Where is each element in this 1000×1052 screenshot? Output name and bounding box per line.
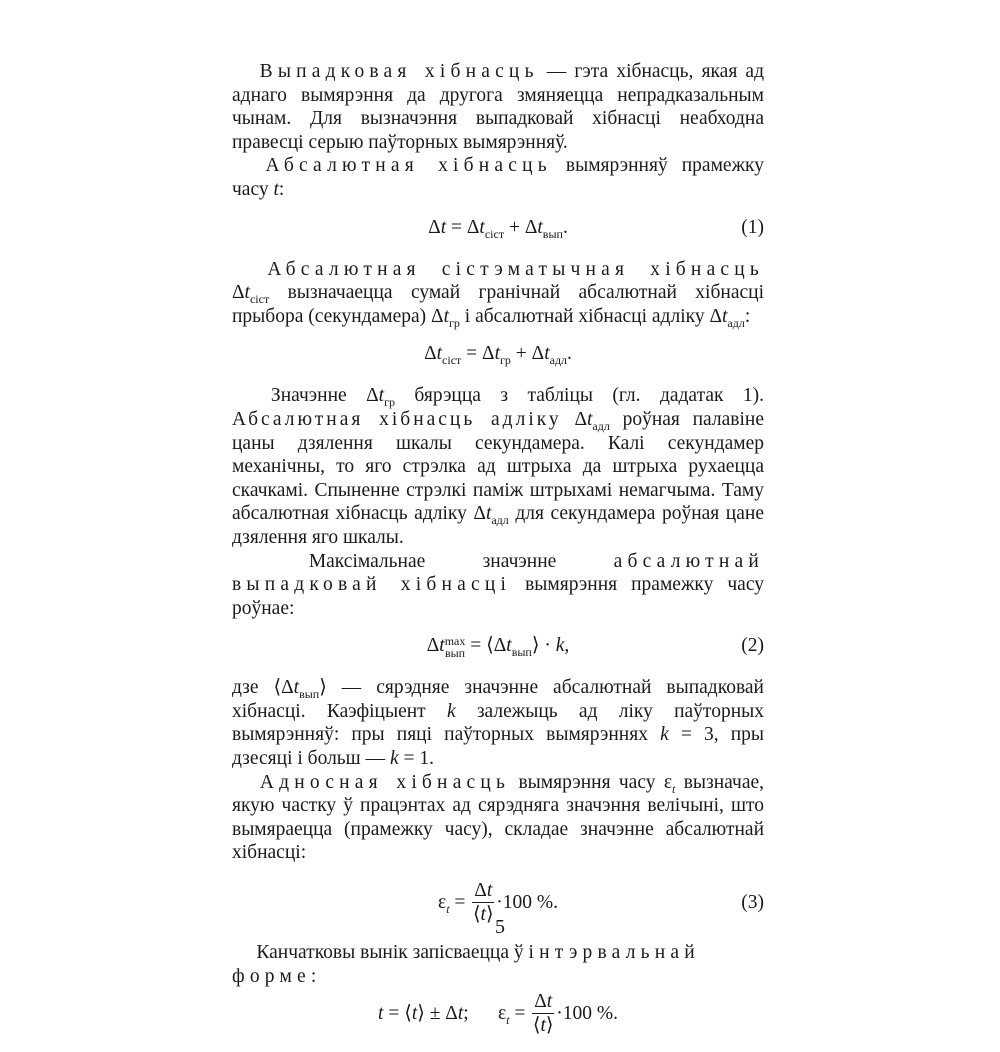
equation-2 bbox=[232, 634, 764, 670]
paragraph-text: : bbox=[278, 178, 285, 200]
equation-3-body: $\varepsilon_t$ = $\frac{\Delta t}{⟨t⟩}$ ·100 %. bbox=[437, 880, 558, 926]
equation-systematic bbox=[232, 342, 764, 378]
term-reading-error: Абсалютная хібнасць адліку bbox=[232, 408, 562, 430]
paragraph-text: Канчатковы вынік запісваецца ў bbox=[256, 942, 529, 964]
paragraph-text: = 1. bbox=[398, 748, 434, 770]
equation-number: (3) bbox=[741, 892, 764, 914]
equation-number: (1) bbox=[741, 216, 764, 238]
term-systematic-error: Абсалютная сістэматычная хібнасць bbox=[267, 258, 765, 280]
paragraph-text: — сярэдняе значэнне абсалютнай выпадковай хібнасці. Каэфіцыент bbox=[232, 677, 764, 722]
equation-number: (2) bbox=[741, 635, 764, 657]
paragraph-reading-error: Значэнне $\Delta t_{гр}$ бярэцца з табліцы (гл. дадатак 1). Абсалютная хібнасць адліку $\Delta t_{адл}$ роўная палавіне цаны дзялення шкалы секундамера. Калі секундамер механічны, то яго стрэлка ад штрыха да штрыха рухаецца скачкамі. Спыненне стрэлкі паміж штрыхамі немагчыма. Таму абсалютная хібнасць адліку $\Delta t_{адл}$ для секундамера роўная цане дзялення яго шкалы. bbox=[232, 385, 765, 548]
variable-t: t bbox=[273, 178, 279, 200]
term-relative-error: Адносная хібнасць bbox=[259, 771, 511, 793]
text-body bbox=[232, 60, 764, 1052]
paragraph-max-random-error bbox=[232, 550, 764, 621]
equation-1 bbox=[232, 216, 764, 252]
paragraph-text: вымярэнняў прамежку часу bbox=[232, 155, 764, 200]
paragraph-text: бярэцца з табліцы (гл. дадатак 1). bbox=[395, 385, 765, 407]
paragraph-text: дзе bbox=[232, 677, 274, 699]
fraction: $\frac{\Delta t}{⟨t⟩}$ bbox=[532, 991, 554, 1037]
paragraph-final-result: Канчатковы вынік запісваецца ў інтэрвальнай форме: bbox=[232, 942, 700, 987]
paragraph-text: Максімальнае значэнне bbox=[308, 550, 614, 572]
paragraph-text: вымярэння часу bbox=[510, 771, 664, 793]
equation-final-body: t = ⟨t⟩ ± Δt; $\varepsilon_t$ = $\frac{\Delta t}{⟨t⟩}$ ·100 %. bbox=[378, 991, 618, 1037]
paragraph-random-error bbox=[232, 60, 764, 154]
equation-final bbox=[232, 988, 764, 1040]
paragraph-text: вызначаецца сумай гранічнай абсалютнай хібнасці прыбора (секундамера) bbox=[232, 282, 764, 327]
equation-2-body: Δt max вып = $⟨\Delta t_{вып}⟩ \cdot k$, bbox=[426, 633, 570, 660]
paragraph-systematic-error: Абсалютная сістэматычная хібнасць $\Delta t_{сіст}$ вызначаецца сумай гранічнай абсалютнай хібнасці прыбора (секундамера) $\Delta t_{гр}$ і абсалютнай хібнасці адліку $\Delta t_{адл}$: bbox=[232, 258, 765, 330]
paragraph-text: роўная палавіне цаны дзялення шкалы секундамера. Калі секундамер механічны, то яго стрэлка ад штрыха да штрыха рухаецца скачкамі. Спыненне стрэлкі паміж штрыхамі немагчыма. Таму абсалютная хібнасць адліку bbox=[232, 408, 764, 525]
paragraph-text: залежыць ад ліку паўторных вымярэнняў: пры пяці паўторных вымярэннях bbox=[232, 700, 764, 746]
paragraph-text: вымярэння прамежку часу роўнае: bbox=[232, 574, 764, 619]
term-absolute-random-error: абсалютнай выпадковай хібнасці bbox=[232, 550, 764, 596]
page-number: 5 bbox=[495, 916, 505, 938]
term-interval-form: інтэрвальнай форме bbox=[232, 942, 700, 987]
paragraph-text: вызначае, якую частку ў працэнтах ад сярэдняга значэння велічыні, што вымяраецца (прамежку часу), складае значэнне абсалютнай хібнасці: bbox=[232, 771, 765, 864]
paragraph-text: = 3, пры дзесяці і больш — bbox=[232, 724, 764, 770]
paragraph-absolute-error bbox=[232, 154, 764, 201]
paragraph-coefficient: дзе $⟨\Delta t_{вып}⟩$ — сярэдняе значэнне абсалютнай выпадковай хібнасці. Каэфіцыент k залежыць ад ліку паўторных вымярэнняў: пры пяці паўторных вымярэннях k = 3, пры дзесяці і больш — k = 1. bbox=[232, 677, 764, 770]
paragraph-text: — гэта хібнасць, якая ад аднаго вымярэння да другога змяняецца непрадказальным чынам. Для вызначэння выпадковай хібнасці неабходна правесці серыю паўторных вымярэнняў. bbox=[232, 61, 764, 153]
paragraph-text: для секундамера роўная цане дзялення яго шкалы. bbox=[232, 503, 764, 548]
paragraph-text: і абсалютнай хібнасці адліку bbox=[459, 305, 710, 327]
equation-1-body: $\Delta t = \Delta t_{сіст} + \Delta t_{вып}$. bbox=[428, 216, 568, 241]
paragraph-text: Значэнне bbox=[270, 385, 367, 407]
equation-systematic-body: $\Delta t_{сіст} = \Delta t_{гр} + \Delta t_{адл}$. bbox=[424, 343, 572, 368]
fraction: $\frac{\Delta t}{⟨t⟩}$ bbox=[472, 880, 494, 926]
term-random-error: Выпадковая хібнасць bbox=[259, 61, 539, 82]
paragraph-relative-error: Адносная хібнасць вымярэння часу $\varepsilon_t$ вызначае, якую частку ў працэнтах ад сярэдняга значэння велічыні, што вымяраецца (прамежку часу), складае значэнне абсалютнай хібнасці: bbox=[232, 771, 765, 864]
term-absolute-error: Абсалютная хібнасць bbox=[265, 155, 552, 177]
